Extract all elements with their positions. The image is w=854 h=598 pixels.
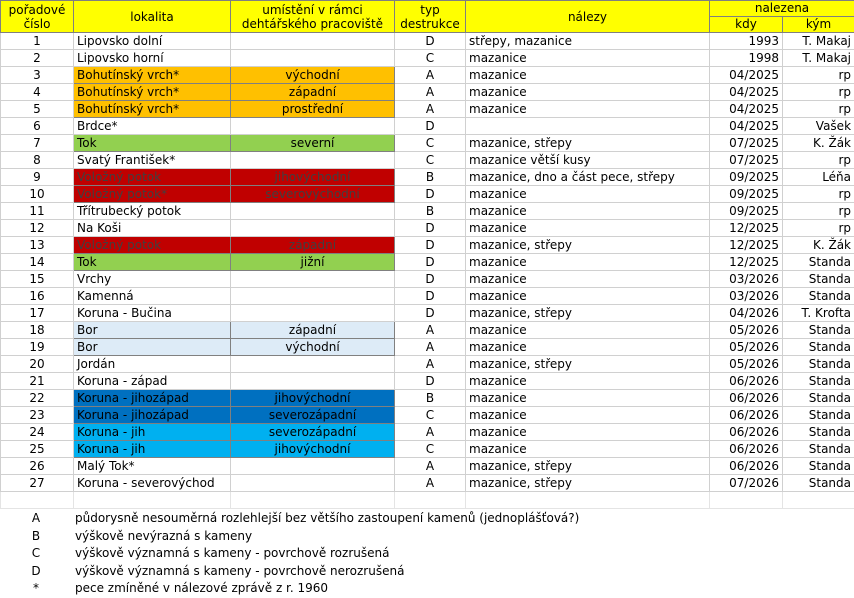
- cell-destruction-type: D: [395, 271, 466, 288]
- cell-number: 19: [1, 339, 74, 356]
- cell-who: rp: [783, 84, 854, 101]
- table-row: [1, 441, 854, 458]
- cell-when: 12/2025: [710, 220, 783, 237]
- cell-position: [231, 50, 395, 67]
- cell-position: východní: [231, 339, 395, 356]
- cell-destruction-type: D: [395, 186, 466, 203]
- legend-item: [0, 580, 854, 598]
- legend-text: pece zmíněné v nálezové zprávě z r. 1960: [75, 580, 328, 598]
- cell-position: [231, 118, 395, 135]
- cell-locality: Koruna - severovýchod: [74, 475, 231, 492]
- cell-destruction-type: C: [395, 50, 466, 67]
- table-row: [1, 271, 854, 288]
- cell-who: T. Krofta: [783, 305, 854, 322]
- cell-locality: Voložný potok*: [74, 186, 231, 203]
- cell-finds: mazanice: [466, 84, 710, 101]
- table-row: [1, 186, 854, 203]
- cell-destruction-type: C: [395, 407, 466, 424]
- table-row: [1, 407, 854, 424]
- legend-item: [0, 510, 854, 528]
- cell-locality: Bohutínský vrch*: [74, 101, 231, 118]
- table-row: [1, 254, 854, 271]
- cell-destruction-type: B: [395, 390, 466, 407]
- cell-when: 06/2026: [710, 424, 783, 441]
- legend: [0, 510, 854, 598]
- cell-when: 05/2026: [710, 339, 783, 356]
- cell-finds: mazanice, střepy: [466, 458, 710, 475]
- cell-when: 03/2026: [710, 288, 783, 305]
- table-row: [1, 203, 854, 220]
- cell-finds: mazanice: [466, 254, 710, 271]
- cell-number: 10: [1, 186, 74, 203]
- cell-position: [231, 220, 395, 237]
- cell-locality: Koruna - jihozápad: [74, 407, 231, 424]
- table-row: [1, 237, 854, 254]
- cell-who: T. Makaj: [783, 50, 854, 67]
- cell-destruction-type: A: [395, 475, 466, 492]
- cell-position: západní: [231, 322, 395, 339]
- cell-position: [231, 203, 395, 220]
- cell-number: 6: [1, 118, 74, 135]
- cell-finds: mazanice, střepy: [466, 305, 710, 322]
- cell-destruction-type: A: [395, 67, 466, 84]
- cell-when: 06/2026: [710, 407, 783, 424]
- cell-position: severovýchodní: [231, 186, 395, 203]
- cell-number: 15: [1, 271, 74, 288]
- cell-number: 1: [1, 33, 74, 50]
- cell-destruction-type: A: [395, 356, 466, 373]
- cell-destruction-type: A: [395, 458, 466, 475]
- cell-locality: Bohutínský vrch*: [74, 84, 231, 101]
- cell-position: [231, 152, 395, 169]
- cell-position: [231, 475, 395, 492]
- cell-when: 03/2026: [710, 271, 783, 288]
- legend-code: B: [0, 528, 72, 546]
- cell-when: 06/2026: [710, 373, 783, 390]
- cell-who: Standa: [783, 271, 854, 288]
- cell-number: 24: [1, 424, 74, 441]
- cell-who: Standa: [783, 424, 854, 441]
- cell-when: 12/2025: [710, 237, 783, 254]
- table-row: [1, 152, 854, 169]
- cell-number: 20: [1, 356, 74, 373]
- legend-text: výškově významná s kameny - povrchově rozrušená: [75, 545, 389, 563]
- cell-locality: Bohutínský vrch*: [74, 67, 231, 84]
- cell-finds: [466, 118, 710, 135]
- cell-position: [231, 305, 395, 322]
- cell-when: 04/2026: [710, 305, 783, 322]
- cell-when: 05/2026: [710, 322, 783, 339]
- cell-locality: Lipovsko horní: [74, 50, 231, 67]
- cell-number: 14: [1, 254, 74, 271]
- cell-who: Standa: [783, 373, 854, 390]
- cell-number: 12: [1, 220, 74, 237]
- cell-when: 04/2025: [710, 118, 783, 135]
- legend-text: výškově nevýrazná s kameny: [75, 528, 252, 546]
- cell-locality: Lipovsko dolní: [74, 33, 231, 50]
- cell-finds: mazanice, střepy: [466, 135, 710, 152]
- cell-who: rp: [783, 186, 854, 203]
- cell-position: jižní: [231, 254, 395, 271]
- cell-who: K. Žák: [783, 237, 854, 254]
- cell-who: T. Makaj: [783, 33, 854, 50]
- cell-who: K. Žák: [783, 135, 854, 152]
- cell-destruction-type: A: [395, 424, 466, 441]
- cell-number: 22: [1, 390, 74, 407]
- cell-finds: mazanice: [466, 67, 710, 84]
- cell-finds: mazanice: [466, 101, 710, 118]
- cell-when: 09/2025: [710, 186, 783, 203]
- cell-when: 07/2025: [710, 152, 783, 169]
- header-destruction-type: typ destrukce: [395, 1, 466, 33]
- cell-locality: Kamenná: [74, 288, 231, 305]
- header-number: pořadové číslo: [1, 1, 74, 33]
- cell-who: Standa: [783, 322, 854, 339]
- cell-number: 11: [1, 203, 74, 220]
- spacer-row: [1, 492, 854, 509]
- cell-destruction-type: C: [395, 152, 466, 169]
- table-row: [1, 322, 854, 339]
- cell-finds: mazanice: [466, 203, 710, 220]
- cell-finds: mazanice: [466, 424, 710, 441]
- cell-who: Standa: [783, 458, 854, 475]
- table-row: [1, 118, 854, 135]
- cell-number: 13: [1, 237, 74, 254]
- cell-who: Standa: [783, 288, 854, 305]
- cell-destruction-type: D: [395, 254, 466, 271]
- table-row: [1, 390, 854, 407]
- cell-finds: mazanice: [466, 441, 710, 458]
- cell-locality: Koruna - Bučina: [74, 305, 231, 322]
- empty-cell: [74, 492, 231, 509]
- cell-who: rp: [783, 101, 854, 118]
- empty-cell: [783, 492, 854, 509]
- empty-cell: [466, 492, 710, 509]
- table-row: [1, 288, 854, 305]
- cell-who: rp: [783, 152, 854, 169]
- cell-number: 3: [1, 67, 74, 84]
- cell-number: 8: [1, 152, 74, 169]
- cell-who: rp: [783, 203, 854, 220]
- header-position: umístění v rámci dehtářského pracoviště: [231, 1, 395, 33]
- cell-number: 17: [1, 305, 74, 322]
- cell-finds: mazanice: [466, 407, 710, 424]
- cell-finds: mazanice: [466, 220, 710, 237]
- table-row: [1, 356, 854, 373]
- cell-locality: Tok: [74, 135, 231, 152]
- table-row: [1, 373, 854, 390]
- header-locality: lokalita: [74, 1, 231, 33]
- table-row: [1, 424, 854, 441]
- cell-who: Standa: [783, 390, 854, 407]
- legend-text: půdorysně nesouměrná rozlehlejší bez většího zastoupení kamenů (jednoplášťová?): [75, 510, 579, 528]
- header-found: nalezena: [710, 1, 854, 17]
- cell-destruction-type: A: [395, 84, 466, 101]
- cell-locality: Svatý František*: [74, 152, 231, 169]
- cell-when: 06/2026: [710, 390, 783, 407]
- cell-who: Standa: [783, 407, 854, 424]
- legend-text: výškově významná s kameny - povrchově nerozrušená: [75, 563, 404, 581]
- cell-who: Léňa: [783, 169, 854, 186]
- empty-cell: [1, 492, 74, 509]
- table-row: [1, 339, 854, 356]
- cell-finds: mazanice: [466, 288, 710, 305]
- legend-item: [0, 545, 854, 563]
- cell-destruction-type: B: [395, 169, 466, 186]
- cell-number: 9: [1, 169, 74, 186]
- cell-who: Standa: [783, 254, 854, 271]
- cell-destruction-type: D: [395, 118, 466, 135]
- cell-destruction-type: D: [395, 237, 466, 254]
- cell-who: Standa: [783, 441, 854, 458]
- table-row: [1, 33, 854, 50]
- cell-number: 25: [1, 441, 74, 458]
- header-finds: nálezy: [466, 1, 710, 33]
- cell-destruction-type: A: [395, 322, 466, 339]
- cell-number: 4: [1, 84, 74, 101]
- legend-item: [0, 563, 854, 581]
- cell-destruction-type: D: [395, 373, 466, 390]
- cell-when: 07/2025: [710, 135, 783, 152]
- cell-position: severozápadní: [231, 407, 395, 424]
- cell-finds: mazanice: [466, 373, 710, 390]
- cell-when: 04/2025: [710, 67, 783, 84]
- cell-locality: Bor: [74, 339, 231, 356]
- header-who: kým: [783, 17, 854, 33]
- cell-when: 06/2026: [710, 441, 783, 458]
- cell-locality: Bor: [74, 322, 231, 339]
- cell-locality: Malý Tok*: [74, 458, 231, 475]
- cell-finds: mazanice: [466, 186, 710, 203]
- cell-position: [231, 458, 395, 475]
- table-row: [1, 458, 854, 475]
- cell-when: 1998: [710, 50, 783, 67]
- cell-locality: Jordán: [74, 356, 231, 373]
- cell-finds: mazanice, střepy: [466, 475, 710, 492]
- cell-position: [231, 373, 395, 390]
- cell-when: 06/2026: [710, 458, 783, 475]
- table-row: [1, 84, 854, 101]
- cell-position: [231, 288, 395, 305]
- cell-locality: Voložný potok: [74, 169, 231, 186]
- cell-destruction-type: D: [395, 33, 466, 50]
- table-row: [1, 101, 854, 118]
- legend-code: D: [0, 563, 72, 581]
- legend-code: A: [0, 510, 72, 528]
- table-row: [1, 305, 854, 322]
- cell-destruction-type: A: [395, 339, 466, 356]
- cell-number: 18: [1, 322, 74, 339]
- cell-who: Standa: [783, 356, 854, 373]
- cell-locality: Koruna - jih: [74, 424, 231, 441]
- empty-cell: [395, 492, 466, 509]
- cell-locality: Třítrubecký potok: [74, 203, 231, 220]
- cell-locality: Vrchy: [74, 271, 231, 288]
- table-row: [1, 135, 854, 152]
- empty-cell: [231, 492, 395, 509]
- cell-finds: mazanice větší kusy: [466, 152, 710, 169]
- cell-destruction-type: D: [395, 288, 466, 305]
- cell-position: západní: [231, 84, 395, 101]
- cell-number: 16: [1, 288, 74, 305]
- cell-position: [231, 356, 395, 373]
- cell-number: 26: [1, 458, 74, 475]
- cell-who: rp: [783, 220, 854, 237]
- cell-locality: Koruna - západ: [74, 373, 231, 390]
- cell-destruction-type: D: [395, 220, 466, 237]
- cell-number: 7: [1, 135, 74, 152]
- cell-destruction-type: B: [395, 203, 466, 220]
- cell-when: 04/2025: [710, 84, 783, 101]
- cell-position: jihovýchodní: [231, 169, 395, 186]
- cell-position: severní: [231, 135, 395, 152]
- cell-finds: mazanice: [466, 339, 710, 356]
- cell-finds: střepy, mazanice: [466, 33, 710, 50]
- cell-destruction-type: A: [395, 101, 466, 118]
- cell-number: 21: [1, 373, 74, 390]
- cell-destruction-type: C: [395, 441, 466, 458]
- cell-when: 07/2026: [710, 475, 783, 492]
- cell-who: Standa: [783, 339, 854, 356]
- cell-who: Standa: [783, 475, 854, 492]
- cell-when: 09/2025: [710, 203, 783, 220]
- header-row: [1, 1, 854, 17]
- cell-destruction-type: D: [395, 305, 466, 322]
- cell-position: západní: [231, 237, 395, 254]
- cell-when: 1993: [710, 33, 783, 50]
- cell-locality: Koruna - jihozápad: [74, 390, 231, 407]
- cell-finds: mazanice: [466, 50, 710, 67]
- table-row: [1, 169, 854, 186]
- cell-finds: mazanice: [466, 322, 710, 339]
- legend-code: *: [0, 580, 72, 598]
- cell-position: severozápadní: [231, 424, 395, 441]
- cell-position: jihovýchodní: [231, 390, 395, 407]
- cell-finds: mazanice, střepy: [466, 356, 710, 373]
- cell-destruction-type: C: [395, 135, 466, 152]
- cell-finds: mazanice, střepy: [466, 237, 710, 254]
- cell-position: jihovýchodní: [231, 441, 395, 458]
- cell-position: východní: [231, 67, 395, 84]
- cell-number: 23: [1, 407, 74, 424]
- cell-number: 5: [1, 101, 74, 118]
- table-row: [1, 50, 854, 67]
- cell-number: 2: [1, 50, 74, 67]
- header-when: kdy: [710, 17, 783, 33]
- cell-who: Vašek: [783, 118, 854, 135]
- cell-position: [231, 271, 395, 288]
- cell-position: [231, 33, 395, 50]
- cell-finds: mazanice: [466, 390, 710, 407]
- cell-locality: Tok: [74, 254, 231, 271]
- cell-locality: Koruna - jih: [74, 441, 231, 458]
- legend-item: [0, 528, 854, 546]
- cell-when: 09/2025: [710, 169, 783, 186]
- cell-finds: mazanice, dno a část pece, střepy: [466, 169, 710, 186]
- cell-number: 27: [1, 475, 74, 492]
- table-row: [1, 220, 854, 237]
- cell-when: 12/2025: [710, 254, 783, 271]
- cell-who: rp: [783, 67, 854, 84]
- cell-locality: Voložný potok: [74, 237, 231, 254]
- table-row: [1, 67, 854, 84]
- table-row: [1, 475, 854, 492]
- cell-locality: Na Koši: [74, 220, 231, 237]
- cell-position: prostřední: [231, 101, 395, 118]
- cell-when: 04/2025: [710, 101, 783, 118]
- cell-locality: Brdce*: [74, 118, 231, 135]
- cell-finds: mazanice: [466, 271, 710, 288]
- legend-code: C: [0, 545, 72, 563]
- cell-when: 05/2026: [710, 356, 783, 373]
- empty-cell: [710, 492, 783, 509]
